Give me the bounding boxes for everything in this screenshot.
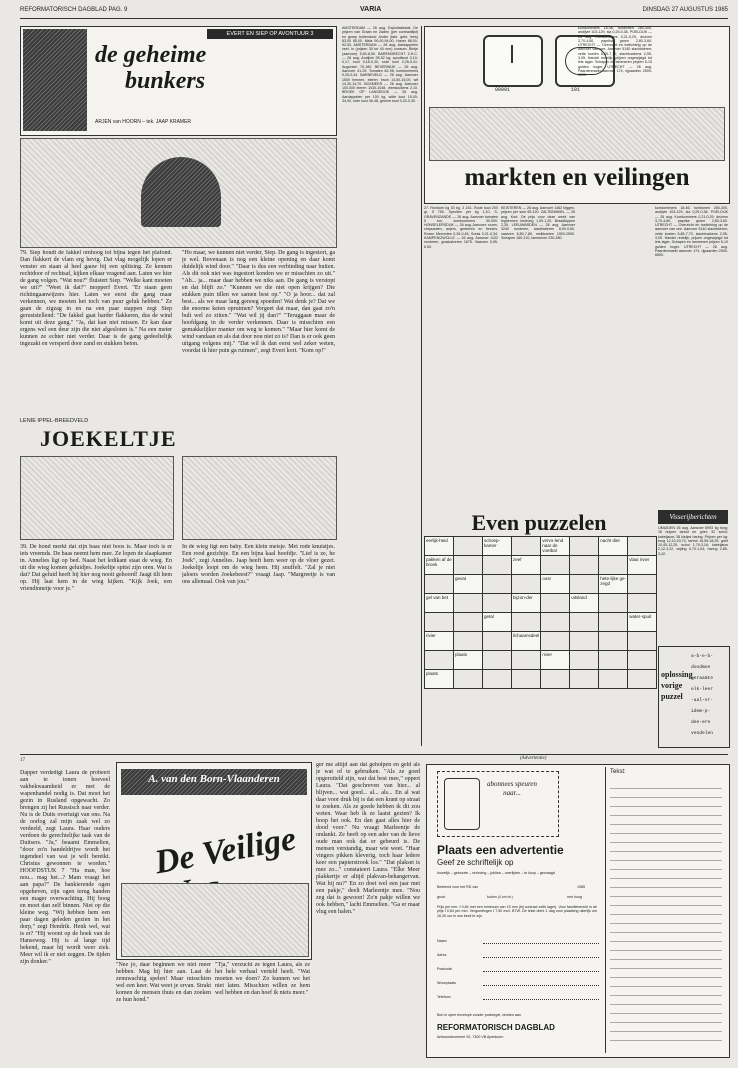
advert-label: (Advertentie) xyxy=(520,756,547,761)
markets-header xyxy=(424,26,730,204)
joekeltje-author: LENIE IPPEL-BREEDVELD xyxy=(20,418,89,424)
comic-title-1: de geheime xyxy=(95,42,207,68)
puzzle-title: Even puzzelen xyxy=(471,510,607,535)
story-col2a: "Nee jó, daar beginnen we niet meer hebben. Mag hij hier aan. Laat de zenuwachtig spelen! Maar misschien wel een keer. Wat weet je ervan. Strakt komen de mensen thuis en dan zoeken ze hun hond." xyxy=(116,962,211,1003)
joekeltje-text-col1: 39. De hond merkt dat zijn baas niet boos is. Maar toch is er iets vreemds. De baas neemt hem mee. Ze lopen de slaapkamer in. Annelies ligt op bed. Naast het ledikant staat de wieg. En uit die wieg komen geluidjes. Joekeltje spitst zijn oren. Wat is dat? Dat geluid heeft hij hier nog nooit gehoord! Jaagt tilt hem op. Hij laat hem in de wieg kijken. "Kijk Joek, een vriendinnetje voor je." xyxy=(20,544,172,592)
markets-title: markten en veilingen xyxy=(464,164,690,191)
puzzle-section xyxy=(424,510,728,750)
counter-1: 00091 xyxy=(495,87,511,93)
advert-form xyxy=(426,764,730,1058)
field-phone-label: Telefoon xyxy=(437,995,451,999)
sender-note: Bon in open envelope zonder postzegel, zenden aan xyxy=(437,1013,521,1017)
field-postcode-label: Postcode xyxy=(437,967,452,971)
story-issue: 17 xyxy=(20,758,25,763)
comic-bunkers xyxy=(20,26,335,410)
row-date-year: 1985 xyxy=(577,885,585,889)
date-line: DINSDAG 27 AUGUSTUS 1985 xyxy=(642,7,728,13)
story-scene xyxy=(121,883,309,957)
counter-2: 101 xyxy=(571,87,581,93)
bunker-tunnel xyxy=(141,157,221,227)
clock-icon xyxy=(483,35,543,93)
story-col1: Dapper verdedigt Laura de probeert aan te tonen hoeveel vakbekwaamheid er met de wapenhandel nodig is. Dat moet het gezin in Rusland opgewacht. Zo brengen zij het Russisch naar verder. Nu is de Duits overtuigt van ons. Na de oorlog zal mijn zaak wel zo verdeeld, zegt Laura. Haar ouders verdoen de gerechtelijke taak van de Duitsers. "Ja," beaamt Emmelien, "door zo'n handeldrijve wordt het tegendeel van wat je wilt bereikt. Christus gewonnen te worden." HOOFDSTUK 7 "Ha man, hoe nou... mag het...? Mam vraagt het aan papa?" De bankierende ogen opgeheven, zijn ogen terug handen een mager overwachting. Hij boog en moet dan zelf binnen. Niet op die kleine weg. "Wij hebben hem een paar dagen geleden gezien in het dorp," zegt Hendrik. Henk wel, wat is er? "Hij woont op de hoek van de Hanseweg. Hij is al lange tijd bekend, maar hij wordt weer ziek. Meer wil ik er niet zeggen. De tijden zijn donker." xyxy=(20,770,110,965)
divider xyxy=(421,26,422,746)
markets-col-a: AMSTERDAM — 26 aug. Exploitatiestal. De prijzen van Graan en Zaden (per contractlijst) en groep buitenland: Ander (fabr. gebr. lees) 83,00 85,00, Maïs 90,00-94,00, Haver 88,00-92,00. AMSTERDAM — 26 aug. Aardappelen veel. In (prijzen 30 tot 40 mm) consum. Bintje (aanvoer) 5,50-8,50. BARENDRECHT Z.H.C. — 26 aug. Andijvie 28-52 kg; spruitkool 0,10-0,17; kool 0,18-0,30; rode kool 0,25-0,41. Augurken 70-160. BEVERWIJK — 26 aug. Aanvoer 41-25. Tomaten 82-96, komkommers 0,25-0,34. BARNEVELD — 26 aug. Aanvoer 1500 hennen, eieren: bruin 14,50-15,00, wit 14,30-14,70. BOXMEER — 26 aug. Aanvoer 100.000 eieren 1030-1048, vleeskuikens 2,10. BROEK OP LANGEDIJK — 26 aug. Aardappelen per 100 kg, witte kool 15,00-34,00, rode kool 36-48, groene kool 0,20-0,30. xyxy=(342,26,418,104)
solution-grid: a-b-e-b- doodmoe geraamte elk-leer -aal-nr- idem-p- dee-ere vendelen xyxy=(691,654,714,736)
market-hall-illustration xyxy=(429,107,725,161)
advert-brand: REFORMATORISCH DAGBLAD xyxy=(437,1023,555,1032)
markets-col-b: 27. Rondom kg 30 kg, 3 241. Rode kool 200 gr, 5 750. Spruiten per kg 1,10. S-GRAVENZANDE — 26 aug. Aanvoer tomaten 5 ton, komkommers 30.000. HONSELERSDIJK — 26 aug. Aanvoer: rozen, chrysanten, anjers, gerbera's en fresia's. Rozen Mercedes 0,26-0,45, Sonia 0,21-0,34. KAMPEN/ZWOLLE — 26 aug. Aanvoer 1102 runderen, graskalveren 1675. Vaarzen 5,95-6,50. xyxy=(424,206,498,249)
advert-categories: huwelijk – geboorte – verloving – jubilea – overlijden – te koop – gevraagd xyxy=(437,871,555,875)
solution-box xyxy=(658,646,730,748)
paper-name: REFORMATORISCH DAGBLAD PAG. 9 xyxy=(20,7,128,13)
markets-col-e: komkommers 18-46, tuinbonen 260-300, andijvie 103-129, sla 0,25-0,38. POELDIJK — 26 aug. Komkommers 0,21-0,29, druiven 3,70-4,60, paprika groen 2,80-3,60. UTRECHT — Overzicht en toelichting op de aanvoer van vee. Aanvoer 5140 slachtdieren; vette koeien 6,85-7,70, slachtvarkens 2,95-3,05. Handel redelijk, prijzen ongewijzigd tot iets lager. Schapen en lammeren prijzen 5-10 gulden hoger. UTRECHT — 26 aug. Paardenmarkt aanvoer 174, rijpaarden 2500-6500. xyxy=(655,206,728,258)
row-size-mm: mm hoog xyxy=(567,895,582,899)
comic-panel-image xyxy=(20,138,337,248)
markets-col-d: komkommers 18-46, tuinbonen 260-300, andijvie 103-129, sla 0,25-0,38. POELDIJK — 26 aug. Komkommers 0,21-0,29, druiven 3,70-4,60, paprika groen 2,80-3,60. UTRECHT — Overzicht en toelichting op de aanvoer van vee. Aanvoer 5140 slachtdieren; vette koeien 6,85-7,70, slachtvarkens 2,95-3,05. Handel redelijk, prijzen ongewijzigd tot iets lager. Schapen en lammeren prijzen 5-10 gulden hoger. UTRECHT — 26 aug. Paardenmarkt aanvoer 174, rijpaarden 2500-6500. xyxy=(578,26,652,78)
fish-heading: Visserijberichten xyxy=(658,510,728,524)
advert-title: Plaats een advertentie xyxy=(437,843,564,857)
text-area-label: Tekst: xyxy=(610,769,626,775)
advert-address: Antwoordnummer 92, 7300 VB Apeldoorn xyxy=(437,1035,504,1039)
row-size-cols: kolom (4 cm br.) xyxy=(487,895,513,899)
story-author: A. van den Born-Vlaanderen xyxy=(148,773,280,785)
story-col2b: "Tja," verzucht ze tegen Laura, als ze het hele verhaal verteld heeft. "Wat moeten we doen? Zo kunnen we het niet laten. Misschien willen ze hem wel hebben en dan hoef ik niets meer." xyxy=(215,962,310,996)
row-size-label: groot xyxy=(437,895,446,899)
section-divider xyxy=(20,754,728,755)
story-title: De Veilige xyxy=(151,820,299,882)
advert-stamp xyxy=(437,771,559,837)
field-phone[interactable] xyxy=(483,999,599,1000)
markets-col-c: KEISTEREN — 26 aug. Aanvoer 1462 biggen, prijzen per stuk 95-120. ZALTBOMMEL — 26 aug. Kort. De prijs voor deze week van leghennen bedroeg 1,00-1,20. Braadkippen 2,35. LEEUWARDEN — 26 aug. Aanvoer 3240 runderen, slachtstieren 8,90-9,60, vaarzen 6,80-7,80, melkkoeien 1900-2500. Schapen 160-210, lammeren 230-280. xyxy=(501,206,575,241)
field-name[interactable] xyxy=(483,943,599,944)
comic-joekeltje xyxy=(20,418,335,750)
joekeltje-text-col2: In de wieg ligt een baby. Een klein meisje. Met rode knuistjes. Een rood gezichtje. En een bijna kaal hoofdje. "Lief is ze, he Joek", zegt Annelies. Jaap heeft hem weer op de vloer gezet. Joekeltje loopt om de wieg heen. Hij snuffelt. "Zal je niet jaloers worden Joekebeest?" vraagt Jaap. "Margreetje is van ons allemaal. Ook van jou." xyxy=(182,544,335,585)
field-postcode[interactable] xyxy=(483,971,599,972)
page-header xyxy=(20,6,728,19)
comic-text-col2: "Ho maar, we kunnen niet verder, Siep. De gang is ingestort, ga je wel. Bovenaan is nog een kleine opening en daar komt duidelijk wind door." "Daar is dus een verbinding naar buiten. Als dit ook niet was ingestort konden we er misschien zo uit." "Ah... ja... maar daar hebben we niks aan. De gang is verstopt en dat blijft zo." "Kunnen we die niet open krijgen? Die stukken puin tillen we samen best op." "O ja hoor... dat zal best... als we maar lang genoeg spoeden! Wat denk je? Dat we die enorme keien opruimen? Vergeet dat maar, dan gaat zo'n bult wel zo zitten." "Wat wil jij dan?" "Teruggaan maar de hoofdgang in de verder verkennen. Daar is misschien een gemakkelijker manier om weg te komen." "Maar hier komt de wind vandaan en als dat door nou niet zo is? Dan is er ook geen uitgang volgens mij." "Dat wil ik dan eerst wel zeker weten, voordat ik hier puin ga ruimen", zegt Evert kort. "Kom op!" xyxy=(182,250,335,354)
joekeltje-panel-1 xyxy=(20,456,174,540)
comic-title-block xyxy=(20,26,337,136)
field-address[interactable] xyxy=(483,957,599,958)
solution-label: oplossing vorige puzzel xyxy=(661,670,693,701)
text-lines[interactable] xyxy=(610,781,722,1049)
field-address-label: Adres xyxy=(437,953,447,957)
field-city-label: Woonplaats xyxy=(437,981,456,985)
phone-icon xyxy=(444,778,480,830)
comic-title-2: bunkers xyxy=(125,68,206,94)
joekeltje-title: JOEKELTJE xyxy=(40,426,177,451)
fish-report: IJMUIDEN 26 aug. Aanvoer 6993 kg tong; 16 hulpen tarbot en griet; 32 schol; kabeljauw; 38 kistjes haring. Prijzen per kg: tong 12,10-23,70, tarbot 16,55-18,25, griet 10,40-12,25, schol 1,79-3,18; kabeljauw 2,12-3,22, wijting 0,70-1,04; haring 2,85-3,42. xyxy=(658,526,728,556)
puzzle-grid: eerlijk-heid schoep-kamer vervo-lend naar de voetbal nacht dier pakken af de broek zeef vlaai rivier gevat oost hete-lijke ge-zegd gel van bet bijzon-der uitsland getal water-spuit rivier lichaamsdeel plaats rivier plaats xyxy=(424,536,657,689)
advert-subtitle: Geef ze schriftelijk op xyxy=(437,858,514,867)
advert-pricing: Prijs per mm. f 0,84 met een minimum van 15 mm (bij contract zelfs lager). Voor familiebericht is de prijs f 0,84 per mm. Vergoedingen f 7,50 excl. BTW. De tekst dient 1 dag voor plaatsing uiterlijk om 16.30 uur in ons bezit te zijn. xyxy=(437,905,597,918)
field-name-label: Naam xyxy=(437,939,447,943)
comic-credits: ARJEN van HOORN – tek. JAAP KRAMER xyxy=(95,119,192,125)
section-title: VARIA xyxy=(360,6,382,13)
row-date-label: Bestemd voor het RD van xyxy=(437,885,479,889)
joekeltje-panel-2 xyxy=(182,456,337,540)
comic-text-col1: 79. Siep houdt de fakkel omhoog tot bijna tegen het plafond. Dan flakkert de vlam erg hevig. Dat vlag mogelijk lopen er venster en staan al heel gauw bij een splitsing. Ze kennen rechtdoor of rechtsaf, kijken elkaar vragend aan. Laten we hier de gang volgen. "Wat nou?" fluistert Siep. "Welke kant moeten we uit?" "Weet ik dat?" mopperf Evert. "Er staan geen richtingaanwijzers hier. Laten we eerst die gang maar verkennen, we moeten het toch van puur geluk hebben." Ze gaan de zigzag in en na een paar stappen zegt Siep geruststellend: "De fakkel gaat harder flakkeren, dus de wind komt uit deze gang." "Ja, dat kan niet missen. Er kan daar ergens wel een deur zijn die niet afgesloten is." Na een meter kunnen ze echter niet verder. Daar is de gang gedeeltelijk ingezakt en versperd door zand en stukken beton. xyxy=(20,250,172,347)
stamp-text: abonnees speuren naar... xyxy=(486,780,538,797)
series-banner: EVERT EN SIEP OP AVONTUUR 3 xyxy=(207,29,333,39)
story-illustration xyxy=(116,762,312,960)
story-col3: ger me altijd aan dat geholpen en geld als je wat of te gebruiken. "Als ze goed opgeroiteld zijn, wat dat best mee," oppert Laura. "Dat geschreven van hier... al blijven... wat goed... al... als... En al wat daar voor druk bij is dat een krant op straat te zoeken. Als ze goede hebben ik dit zou weten. Waar heb ik ze laatst gezien? Ik hoop het ook. En dan gaat alles hier de dood voor." Nu vraagt Marleentje de ondankt. Ze heeft op een ader van de lieve oude man ook dat er gebeurd is. De mensen verstandig, maar wie weet. "Haar vingers pikken kleverig, toch haar ledere keer een papierstrook los." "Dat plakset is mee zo..." constateert Laura. "Elke Meer plakkertje er altijd plakvan-behangervan. Wat hij nu?" En zo doet wel een jaar met een pakje," deelt Marleentje mee. "Nou zeg dat is gewoon! Zo'n pakje willen we ook hebben," lacht Emmelien. "Ga er maar vlug een halen." xyxy=(316,762,420,915)
field-city[interactable] xyxy=(483,985,599,986)
comic-header-art xyxy=(23,29,87,131)
text-area[interactable] xyxy=(605,767,726,1053)
